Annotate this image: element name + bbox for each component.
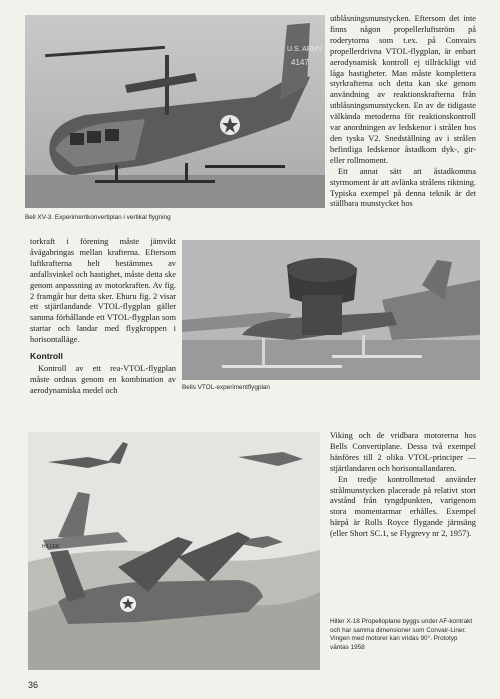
hiller-x18-illustration — [28, 432, 320, 670]
page-number: 36 — [28, 680, 39, 690]
right-top-paragraph-1: utblåsningsmunstycken. Eftersom det inte finns någon propellerluftström på roderytorna som t.ex. på Convairs propellerdrivna VTOL-flygplan, är enbart aerodynamisk kontroll ej tillräckligt vid låga hastigheter. Man måste komplettera styrkrafterna och detta kan ske genom användning av reaktionskrafterna från utblåsningsmunstycken. En av de tidigaste välkända metoderna för reaktionskontroll var anordningen av ledskenor i strålen hos den tyska V2. Snedställning av i strålen befintliga ledskenor åstadkom dyk-, gir- eller rollmoment. — [330, 14, 476, 165]
bell-vtol-photo — [182, 240, 480, 380]
right-top-paragraph-2: Ett annat sätt att åstadkomma styrmoment är att avlänka strålens riktning. Typiska exempel på denna teknik är det ställbara munstycket hos — [330, 166, 476, 209]
right-bottom-paragraph-2: En tredje kontrollmetod använder strålmunstycken placerade på relativt stort avstånd från tyngdpunkten, varigenom stora momentarmar erhålles. Exempel härpå är Rolls Royce flygande järnsäng (eller Short SC.1, se Flygrevy nr 2, 1957). — [330, 474, 476, 539]
right-top-column — [330, 14, 476, 210]
left-mid-paragraph-2: Kontroll av ett rea-VTOL-flygplan måste ordnas genom en kombination av aerodynamiska medel och — [30, 363, 176, 395]
heading-kontroll: Kontroll — [30, 351, 63, 362]
x18-name-marking: HILLER — [42, 544, 60, 550]
caption-x18: Hiller X-18 Propelloplane byggs under AF-kontrakt och har samma dimensioner som Convair-Liner. Vingen med motorer kan vridas 90°. Prototyp väntas 1958 — [330, 618, 473, 651]
left-mid-column — [30, 237, 176, 397]
xv3-tail-marking: U.S. ARMY — [287, 46, 323, 53]
left-mid-paragraph-1: torkraft i förening måste jämvikt åvägabringas mellan krafterna. Eftersom luftkrafterna helt bestämmes av anfallsvinkel och hastighet, måste detta ske genom anpassning av motorkraften. Av fig. 2 framgår hur detta sker. Ehuru fig. 2 visar ett stjärtlandande VTOL-flygplan gäller samma förhållande ett VTOL-flygplan som startar och landar med flygkroppen i horisontalläge. — [30, 237, 176, 345]
right-bottom-paragraph-1: Viking och de vridbara motorerna hos Bells Convertiplane. Dessa två exempel hänföres till 2 olika VTOL-principer — stjärtlandaren och horisontallandaren. — [330, 431, 476, 473]
xv3-serial-marking: 4147 — [291, 58, 309, 67]
caption-xv3: Bell XV-3. Experimentkonvertiplan i vertikal flygning — [25, 214, 171, 221]
caption-vtol: Bells VTOL-experimentflygplan — [182, 384, 270, 391]
right-bottom-column — [330, 431, 476, 540]
bell-xv3-photo — [25, 15, 325, 208]
